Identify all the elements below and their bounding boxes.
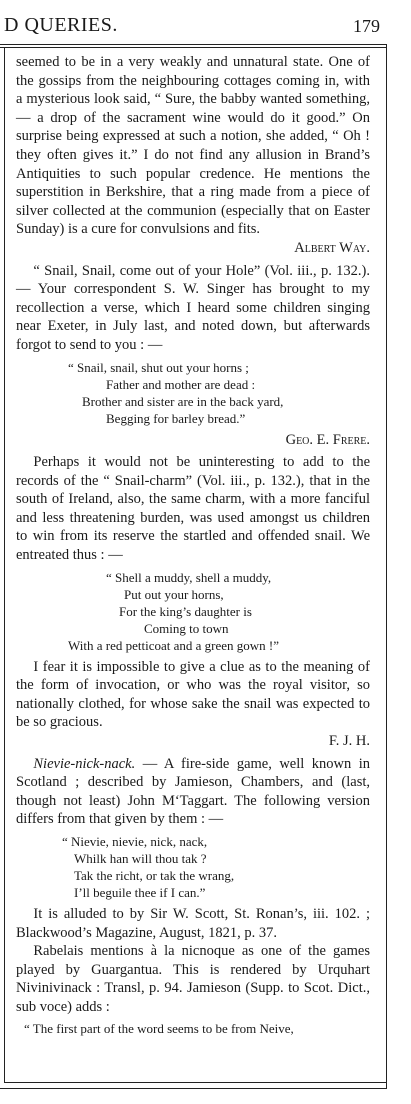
verse-line: Begging for barley bread.” — [106, 410, 246, 426]
verse-line: Tak the richt, or tak the wrang, — [74, 868, 235, 883]
running-head: D QUERIES. — [4, 14, 118, 36]
verse-line: “ Nievie, nievie, nick, nack, — [62, 834, 208, 849]
article4-verse — [16, 833, 370, 901]
verse-line: Father and mother are dead : — [106, 376, 256, 392]
article2-text: “ Snail, Snail, come out of your Hole” (Vol. iii., p. 132.). — Your correspondent S. W. Singer has brought to my recollection a verse, which I heard some children singing near Exeter, in July last, and noted down, but afterwards forgot to send to you : — — [16, 262, 370, 353]
verse-line: Whilk han will thou tak ? — [74, 851, 207, 866]
frame-right-rule — [386, 44, 387, 1089]
verse-line: Coming to town — [144, 620, 229, 636]
article2-verse — [16, 359, 370, 427]
frame-bottom-rule — [0, 1088, 386, 1089]
article4-text — [16, 755, 370, 829]
article1-signature: Albert Way. — [294, 239, 370, 256]
verse-line: “ Shell a muddy, shell a muddy, — [106, 569, 272, 585]
top-rule-inner — [0, 47, 386, 48]
article2-signature: Geo. E. Frere. — [285, 431, 370, 448]
article3-signature: F. J. H. — [328, 733, 370, 750]
article1-text: seemed to be in a very weakly and unnatural state. One of the gossips from the neighbouring cottages coming in, with a mysterious look said, “ Sure, the babby wanted something, — a drop of the sacrament wine would do it good.” On surprise being expressed at such a notion, she added, “ Oh ! they often gives it.” I do not find any allusion in Brand’s Antiquities to such popular credence. He mentions the superstition in Berkshire, that a ring made from a piece of silver collected at the communion (especially that on Easter Sunday) is a cure for convulsions and fits. — [16, 54, 370, 238]
article3-text-continued: I fear it is impossible to give a clue as to the meaning of the form of invocation, or who was the royal visitor, so nationally clothed, for whose sake the snail was expected to be so gracious. — [16, 658, 370, 731]
article4-text-rabelais: Rabelais mentions à la nicnoque as one of the games played by Guargantua. This is rendered by Urquhart Nivinivinack : Transl, p. 94. Jamieson (Supp. to Scot. Dict., sub voce) adds : — [16, 943, 370, 1015]
article4-quote: “ The first part of the word seems to be from Neive, — [24, 1020, 294, 1036]
article4-intro: — A fire-side game, well known in Scotland ; described by Jamieson, Chambers, and (last, though not least) John M‘Taggart. The following version differs from that given by them : — — [16, 755, 370, 828]
frame-bottom-inner-rule — [4, 1082, 386, 1083]
page-header — [0, 14, 411, 44]
verse-line: “ Snail, snail, shut out your horns ; — [68, 359, 249, 375]
verse-line: Brother and sister are in the back yard, — [82, 393, 284, 409]
article3-verse — [16, 569, 370, 654]
article4-text-allusion: It is alluded to by Sir W. Scott, St. Ronan’s, iii. 102. ; Blackwood’s Magazine, August, 1821, p. 37. — [16, 906, 370, 941]
verse-line: With a red petticoat and a green gown !” — [68, 637, 279, 653]
page-number: 179 — [353, 16, 380, 36]
column-rule — [4, 47, 5, 1082]
verse-line: I’ll beguile thee if I can.” — [74, 885, 206, 900]
article3-text: Perhaps it would not be uninteresting to add to the records of the “ Snail-charm” (Vol. iii., p. 132.), that in the south of Ireland, also, the same charm, with a more fanciful and less threatening burden, was used amongst us children to win from its reserve the startled and offended snail. We entreated thus : — — [16, 454, 370, 564]
verse-line: For the king’s daughter is — [119, 603, 252, 619]
text-column — [16, 53, 370, 1037]
article4-heading: Nievie-nick-nack. — [33, 755, 136, 772]
top-rule — [0, 44, 386, 45]
verse-line: Put out your horns, — [124, 586, 224, 602]
